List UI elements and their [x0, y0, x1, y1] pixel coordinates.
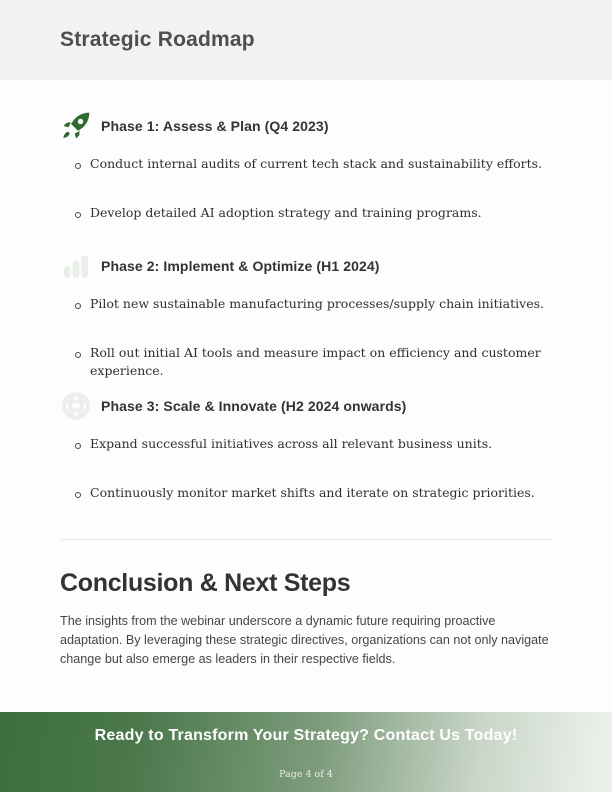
phase-1-heading-row [60, 110, 552, 142]
list-item: Pilot new sustainable manufacturing processes/supply chain initiatives. [60, 293, 552, 342]
list-item: Continuously monitor market shifts and iterate on strategic priorities. [60, 482, 552, 531]
page-number: Page 4 of 4 [279, 769, 333, 780]
page-title: Strategic Roadmap [60, 28, 255, 51]
bullet-marker [75, 492, 81, 498]
cta-text: Ready to Transform Your Strategy? Contact Us Today! [94, 727, 518, 744]
phase-2-section [60, 250, 552, 390]
phase-2-heading-row [60, 250, 552, 282]
bullet-marker [75, 303, 81, 309]
bullet-marker [75, 443, 81, 449]
list-item: Conduct internal audits of current tech stack and sustainability efforts. [60, 153, 552, 202]
bar-chart-icon [60, 250, 92, 282]
page-header [0, 0, 612, 80]
phase-3-section [60, 390, 552, 530]
phase-1-title: Phase 1: Assess & Plan (Q4 2023) [101, 118, 329, 134]
list-item: Roll out initial AI tools and measure impact on efficiency and customer experience. [60, 342, 552, 391]
conclusion-title: Conclusion & Next Steps [60, 569, 351, 597]
phase-3-heading-row [60, 390, 552, 422]
cta-footer [0, 712, 612, 792]
phase-2-title: Phase 2: Implement & Optimize (H1 2024) [101, 258, 380, 274]
rocket-icon [60, 110, 92, 142]
list-item: Develop detailed AI adoption strategy and training programs. [60, 202, 552, 251]
phase-1-section [60, 110, 552, 250]
conclusion-paragraph: The insights from the webinar underscore a dynamic future requiring proactive adaptation. By leveraging these strategic directives, organizations can not only navigate change but also emerge as leaders in their respective fields. [60, 614, 549, 666]
list-item: Expand successful initiatives across all relevant business units. [60, 433, 552, 482]
main-content [0, 80, 612, 669]
section-divider [60, 539, 552, 540]
bullet-marker [75, 212, 81, 218]
bullet-marker [75, 352, 81, 358]
bullet-marker [75, 163, 81, 169]
phase-3-title: Phase 3: Scale & Innovate (H2 2024 onwards) [101, 398, 407, 414]
globe-icon [60, 390, 92, 422]
